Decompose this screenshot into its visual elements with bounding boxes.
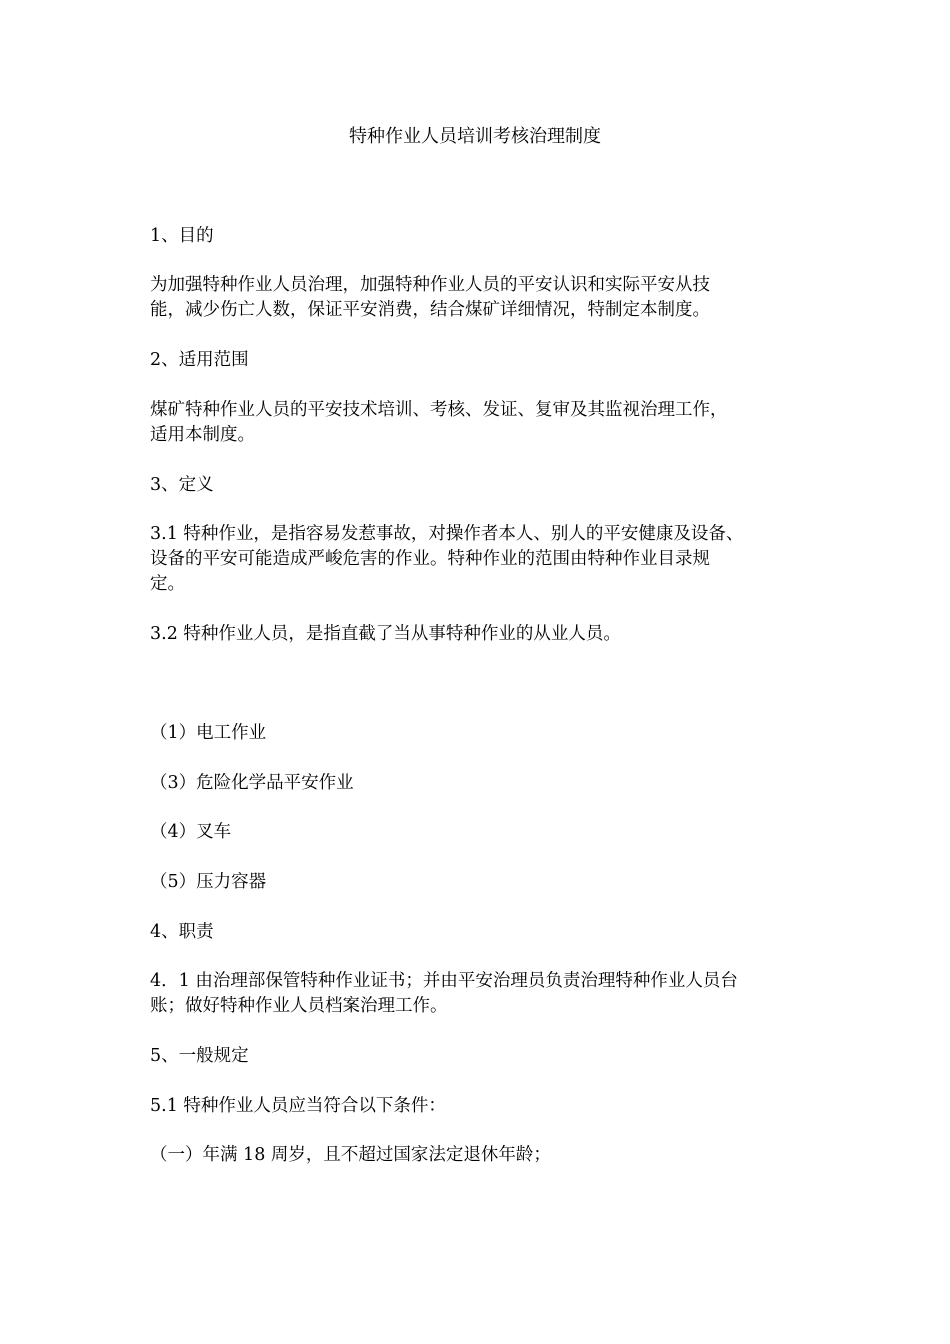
heading-general-rules [150,1044,810,1069]
text-line: （5）压力容器 [150,872,267,892]
paragraph-condition-1 [150,1143,810,1168]
paragraph-scope [150,398,810,448]
text-line: 为加强特种作业人员治理，加强特种作业人员的平安认识和实际平安从技 [150,275,710,295]
text-line: 适用本制度。 [150,425,255,445]
text-line: 3.1 特种作业，是指容易发惹事故，对操作者本人、别人的平安健康及设备、 [150,524,744,544]
heading-purpose [150,224,810,249]
paragraph-responsibilities [150,969,810,1019]
list-item-pressure-vessel [150,870,810,895]
text-line: 4、职责 [150,922,214,942]
text-line: 3.2 特种作业人员，是指直截了当从事特种作业的从业人员。 [150,624,621,644]
text-line: （4）叉车 [150,822,232,842]
text-line: 能，减少伤亡人数，保证平安消费，结合煤矿详细情况，特制定本制度。 [150,300,710,320]
text-line: 5.1 特种作业人员应当符合以下条件： [150,1096,446,1116]
text-line: 设备的平安可能造成严峻危害的作业。特种作业的范围由特种作业目录规 [150,549,710,569]
text-line: 2、适用范围 [150,350,249,370]
list-item-forklift [150,820,810,845]
text-line: 1、目的 [150,226,214,246]
paragraph-purpose [150,273,810,323]
paragraph-rule-5-1 [150,1094,810,1119]
heading-responsibilities [150,920,810,945]
heading-definition [150,473,810,498]
text-line: 4．1 由治理部保管特种作业证书；并由平安治理员负责治理特种作业人员台 [150,971,738,991]
text-line: 煤矿特种作业人员的平安技术培训、考核、发证、复审及其监视治理工作， [150,400,728,420]
text-line: （1）电工作业 [150,723,267,743]
heading-scope [150,348,810,373]
text-line: （3）危险化学品平安作业 [150,773,354,793]
text-line: 账；做好特种作业人员档案治理工作。 [150,996,448,1016]
text-line: 定。 [150,574,185,594]
list-item-electrical [150,721,810,746]
document-title: 特种作业人员培训考核治理制度 [349,126,601,147]
text-line: 3、定义 [150,475,214,495]
list-item-hazardous-chemicals [150,771,810,796]
text-line: 5、一般规定 [150,1046,249,1066]
text-line: （一）年满 18 周岁，且不超过国家法定退休年龄； [150,1145,551,1165]
paragraph-definition-3-2 [150,622,810,647]
paragraph-definition-3-1 [150,522,810,597]
